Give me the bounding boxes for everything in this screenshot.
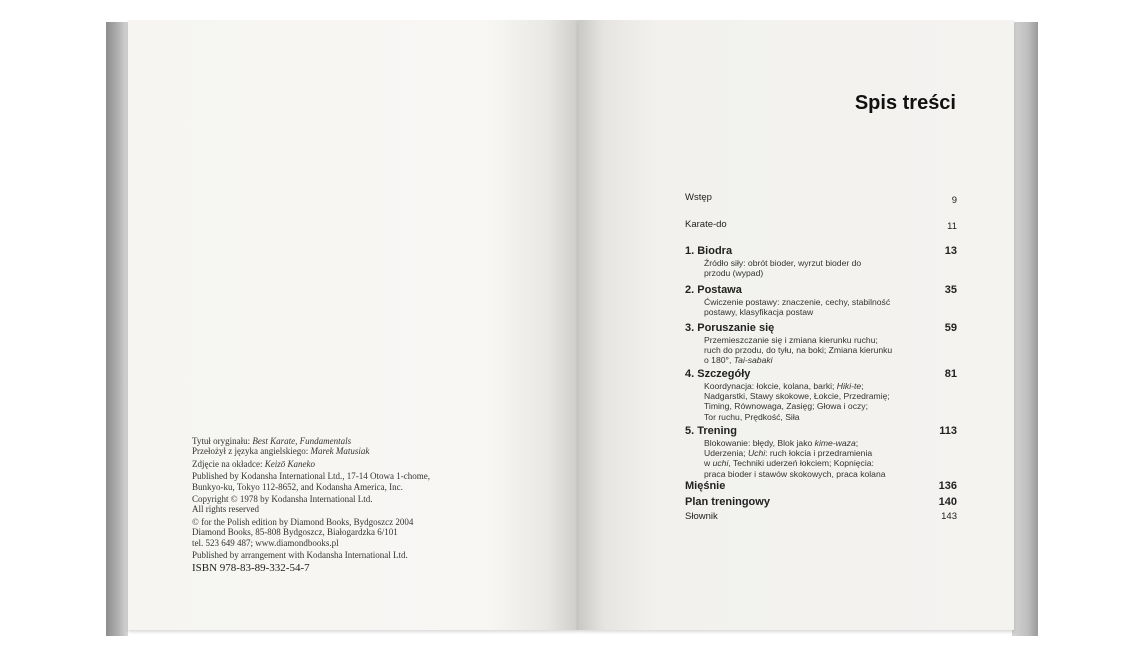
toc-entry-label: Mięśnie (685, 480, 726, 492)
toc-chapter (685, 322, 957, 368)
toc-entry (685, 192, 957, 219)
toc-chapter-description: Blokowanie: błędy, Blok jako kime-waza; Uderzenia; Uchi: ruch łokcia i przedramienia w uchi, Techniki uderzeń łokciem; Kopnięcia: praca bioder i stawów skokowych, praca kolana (704, 438, 886, 479)
toc-title: Spis treści (854, 92, 956, 114)
toc-chapter-title: 2. Postawa (685, 284, 742, 296)
toc-chapter-page: 59 (944, 322, 957, 334)
toc-chapter-page: 13 (944, 245, 957, 257)
original-title-line (192, 436, 492, 446)
table-of-contents (685, 192, 957, 525)
copyright-line: All rights reserved (192, 504, 259, 515)
toc-entry (685, 496, 957, 511)
toc-entry (685, 511, 957, 525)
toc-chapter-title: 3. Poruszanie się (685, 322, 775, 334)
toc-chapter-page: 113 (939, 425, 957, 437)
polish-edition-line: tel. 523 649 487; www.diamondbooks.pl (192, 537, 339, 548)
original-title: Best Karate, Fundamentals (252, 436, 352, 446)
toc-entry-page: 140 (938, 496, 957, 508)
toc-chapter-title: 1. Biodra (685, 245, 733, 257)
translator-label: Przełożył z języka angielskiego: (192, 446, 309, 457)
cover-photo-credit: Keizō Kaneko (264, 458, 315, 469)
toc-entry (685, 480, 957, 496)
translator-line (192, 446, 492, 456)
toc-entry-page: 9 (951, 195, 957, 206)
toc-chapter-description: Przemieszczanie się i zmiana kierunku ruchu; ruch do przodu, do tyłu, na boki; Zmiana kierunku o 180°, Tai-sabaki (704, 335, 893, 366)
toc-chapter-page: 81 (944, 368, 957, 380)
book-cover-edge-left (106, 22, 128, 636)
toc-entry-page: 136 (938, 480, 957, 492)
left-page (128, 20, 578, 630)
copyright-line: Copyright © 1978 by Kodansha International Ltd. (192, 494, 373, 505)
polish-edition-line: © for the Polish edition by Diamond Books, Bydgoszcz 2004 (192, 516, 414, 527)
toc-chapter-description: Ćwiczenie postawy: znaczenie, cechy, stabilność postawy, klasyfikacja postaw (704, 297, 891, 318)
right-page (578, 20, 1014, 630)
toc-chapter-description: Koordynacja: łokcie, kolana, barki; Hiki-te; Nadgarstki, Stawy skokowe, Łokcie, Przedramię; Timing, Równowaga, Zasięg; Głowa i oczy; Tor ruchu, Prędkość, Siła (704, 381, 890, 422)
toc-chapter-title: 4. Szczegóły (685, 368, 751, 380)
book-cover-edge-right (1012, 22, 1038, 636)
toc-chapter-title: 5. Trening (685, 425, 737, 437)
toc-entry-page: 143 (941, 511, 957, 522)
toc-chapter (685, 284, 957, 322)
toc-entry-label: Słownik (685, 511, 718, 522)
cover-photo-label: Zdjęcie na okładce: (192, 458, 263, 469)
polish-edition-line: Diamond Books, 85-808 Bydgoszcz, Białogardzka 6/101 (192, 527, 398, 538)
publisher-line: Bunkyo-ku, Tokyo 112-8652, and Kodansha America, Inc. (192, 481, 403, 492)
toc-entry-label: Wstęp (685, 192, 712, 203)
toc-entry-label: Plan treningowy (685, 496, 770, 508)
toc-chapter-description: Źródło siły: obrót bioder, wyrzut bioder do przodu (wypad) (704, 258, 862, 279)
toc-chapter (685, 368, 957, 425)
toc-chapter (685, 425, 957, 480)
toc-chapter (685, 245, 957, 284)
cover-photo-line (192, 459, 492, 469)
toc-chapter-page: 35 (944, 284, 957, 296)
imprint-block (192, 436, 492, 574)
translator-name: Marek Matusiak (310, 446, 370, 457)
toc-entry-label: Karate-do (685, 219, 727, 230)
arrangement-line: Published by arrangement with Kodansha International Ltd. (192, 550, 408, 561)
isbn: ISBN 978-83-89-332-54-7 (192, 562, 310, 575)
toc-entry (685, 219, 957, 245)
original-title-label: Tytuł oryginału: (192, 436, 251, 446)
toc-entry-page: 11 (947, 221, 957, 232)
publisher-line: Published by Kodansha International Ltd., 17-14 Otowa 1-chome, (192, 471, 430, 482)
